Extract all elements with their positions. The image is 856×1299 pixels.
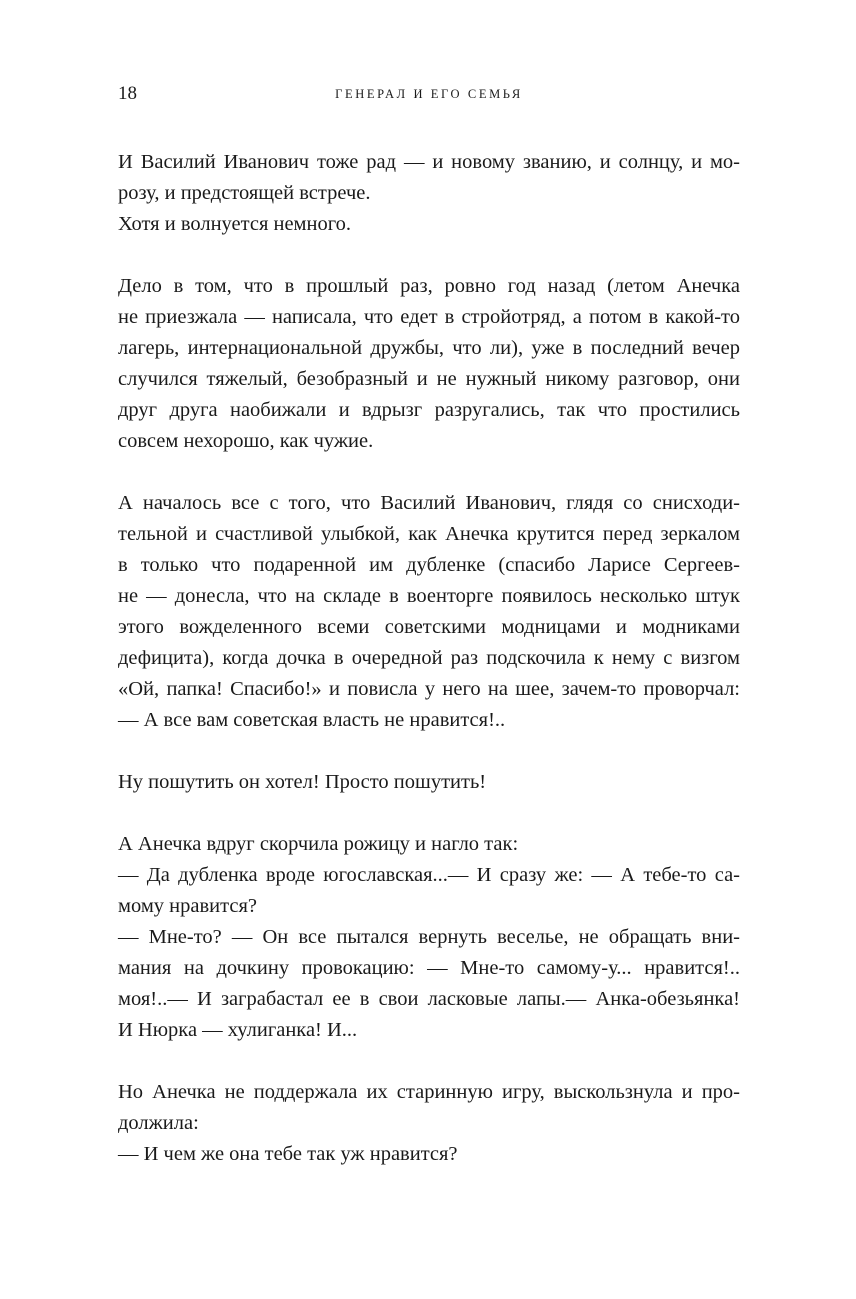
page-number: 18 (118, 83, 137, 104)
text-line: А Анечка вдруг скорчила рожицу и нагло так: (118, 833, 519, 855)
text-line: дефицита), когда дочка в очередной раз подскочила к нему с визгом (118, 647, 740, 669)
paragraph-gap (118, 798, 740, 829)
paragraph-gap (118, 736, 740, 767)
text-line: в только что подаренной им дубленке (спасибо Ларисе Сергеев- (118, 554, 740, 576)
text-line: мому нравится? (118, 895, 257, 917)
text-line: тельной и счастливой улыбкой, как Анечка крутится перед зеркалом (118, 523, 740, 545)
text-line: Ну пошутить он хотел! Просто пошутить! (118, 771, 487, 793)
text-line: не — донесла, что на складе в военторге появилось несколько штук (118, 585, 740, 607)
text-line: мания на дочкину провокацию: — Мне-то самому-у... нравится!.. (118, 957, 740, 979)
text-line: И Нюрка — хулиганка! И... (118, 1019, 358, 1041)
text-line: А началось все с того, что Василий Иванович, глядя со снисходи- (118, 492, 740, 514)
text-line: совсем нехорошо, как чужие. (118, 430, 374, 452)
text-line: случился тяжелый, безобразный и не нужный никому разговор, они (118, 368, 740, 390)
text-line: друг друга наобижали и вдрызг разругались, так что простились (118, 399, 740, 421)
paragraph-gap (118, 1046, 740, 1077)
text-line: Но Анечка не поддержала их старинную игру, выскользнула и про- (118, 1081, 740, 1103)
text-line: не приезжала — написала, что едет в стройотряд, а потом в какой-то (118, 306, 740, 328)
paragraph-gap (118, 240, 740, 271)
text-line: И Василий Иванович тоже рад — и новому званию, и солнцу, и мо- (118, 151, 740, 173)
text-line: розу, и предстоящей встрече. (118, 182, 371, 204)
text-line: «Ой, папка! Спасибо!» и повисла у него на шее, зачем-то проворчал: (118, 678, 740, 700)
body-text (118, 147, 740, 1170)
text-line: Хотя и волнуется немного. (118, 213, 352, 235)
text-line: лагерь, интернациональной дружбы, что ли), уже в последний вечер (118, 337, 740, 359)
text-line: — Мне-то? — Он все пытался вернуть веселье, не обращать вни- (118, 926, 740, 948)
text-line: этого вожделенного всеми советскими модницами и модниками (118, 616, 740, 638)
text-line: — И чем же она тебе так уж нравится? (118, 1143, 458, 1165)
text-line: моя!..— И заграбастал ее в свои ласковые лапы.— Анка-обезьянка! (118, 988, 740, 1010)
paragraph-gap (118, 457, 740, 488)
running-head (118, 82, 740, 106)
book-title: ГЕНЕРАЛ И ЕГО СЕМЬЯ (335, 87, 523, 101)
text-line: Дело в том, что в прошлый раз, ровно год назад (летом Анечка (118, 275, 740, 297)
text-line: — Да дубленка вроде югославская...— И сразу же: — А тебе-то са- (118, 864, 740, 886)
text-line: — А все вам советская власть не нравится!.. (118, 709, 506, 731)
text-line: должила: (118, 1112, 199, 1134)
